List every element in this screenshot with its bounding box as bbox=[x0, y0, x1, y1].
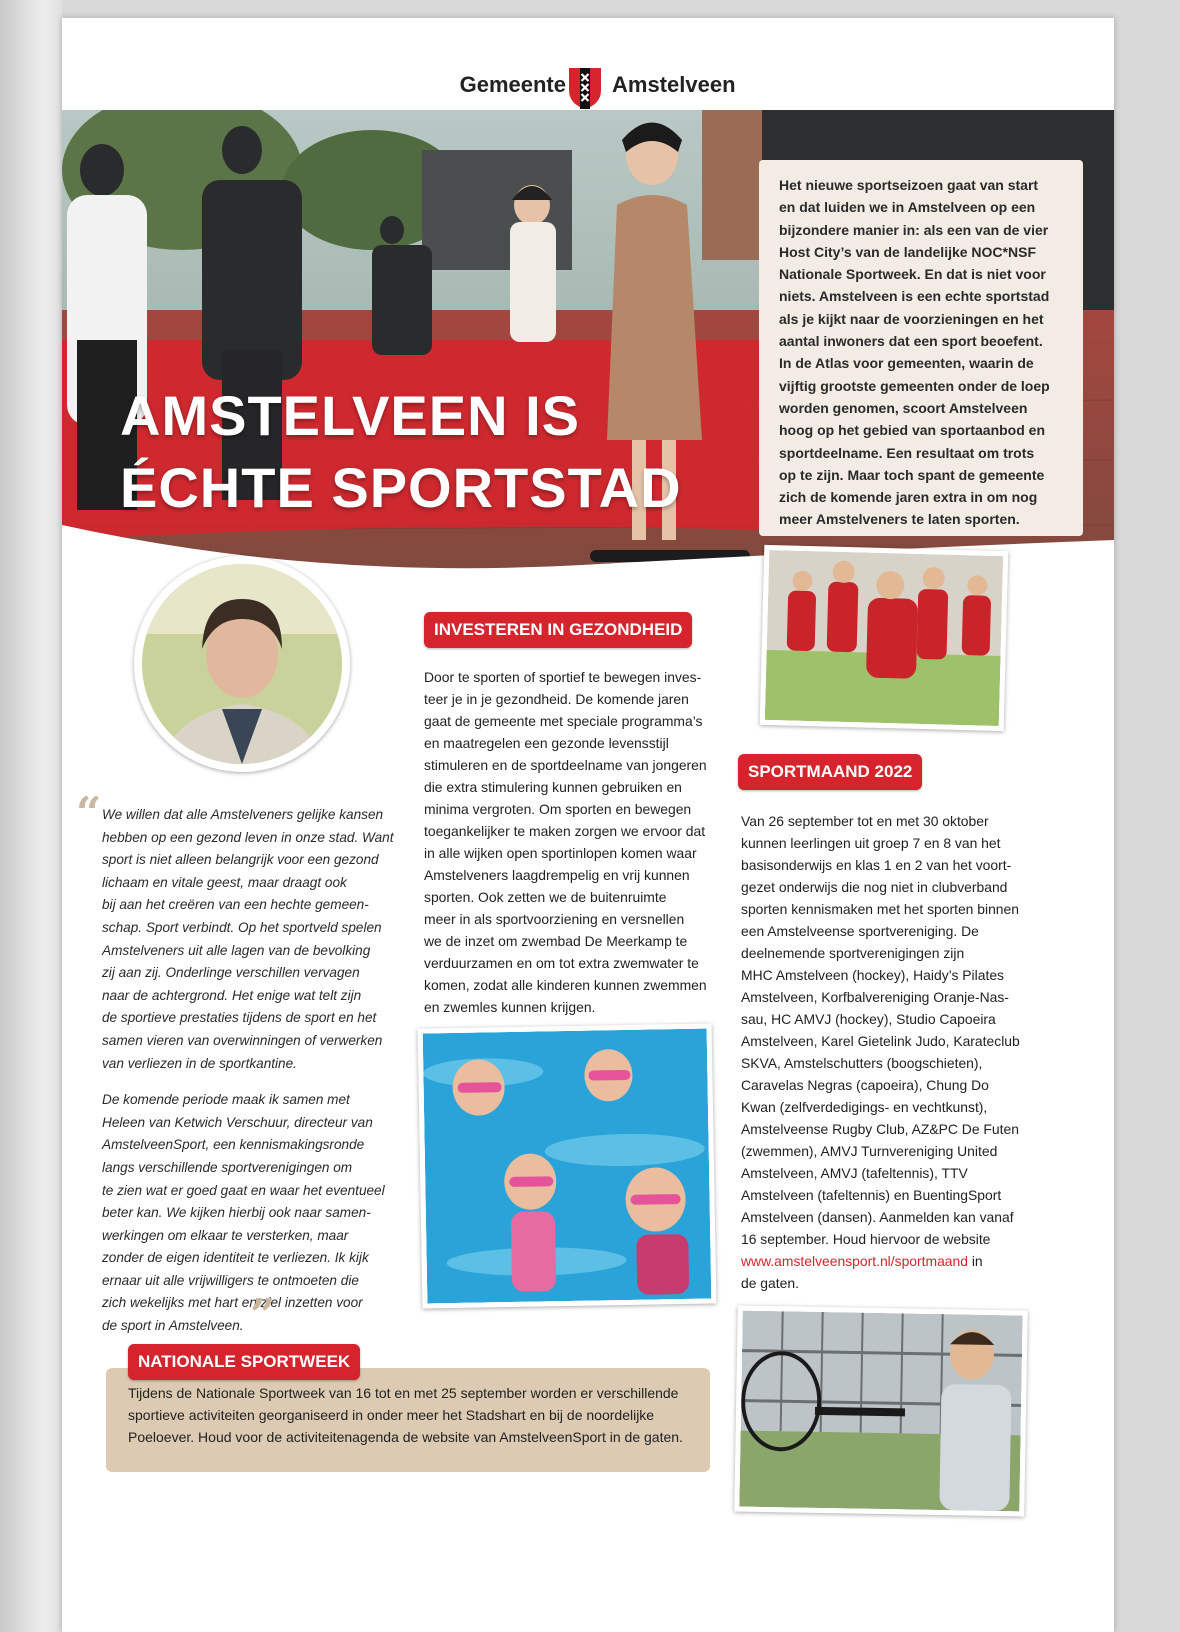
logo-word-gemeente: Gemeente bbox=[459, 72, 566, 97]
text-line: Amstelveen, AMVJ (tafeltennis), TTV bbox=[741, 1165, 968, 1181]
alderman-portrait bbox=[142, 564, 342, 764]
magazine-page bbox=[62, 18, 1114, 1632]
intro-text bbox=[779, 174, 1075, 531]
sportmaand-link[interactable]: www.amstelveensport.nl/sportmaand bbox=[741, 1253, 968, 1269]
text-line: vijftig grootste gemeenten onder de loep bbox=[779, 377, 1050, 394]
heading-nationale-sportweek: NATIONALE SPORTWEEK bbox=[128, 1344, 360, 1380]
text-line: gezet onderwijs die nog niet in clubverband bbox=[741, 879, 1008, 895]
text-line: worden genomen, scoort Amstelveen bbox=[779, 399, 1028, 416]
text-line: SKVA, Amstelschutters (boogschieten), bbox=[741, 1055, 983, 1071]
text-line: bijzondere manier in: als een van de vier bbox=[779, 221, 1049, 238]
text-line: (zwemmen), AMVJ Turnvereniging United bbox=[741, 1143, 998, 1159]
heading-investeren-in-gezondheid: INVESTEREN IN GEZONDHEID bbox=[424, 612, 692, 648]
text-line bbox=[741, 1250, 1037, 1272]
hero-title-line1: AMSTELVEEN IS bbox=[120, 384, 581, 447]
text-line: gaat de gemeente met speciale programma’s bbox=[424, 713, 703, 729]
text-line: sport is niet alleen belangrijk voor een gezond bbox=[102, 852, 379, 868]
text-line: die extra stimulering kunnen gebruiken en bbox=[424, 779, 682, 795]
gezondheid-text bbox=[424, 666, 714, 1018]
text-line: sporten. Ook zetten we de buitenruimte bbox=[424, 889, 667, 905]
text-line: en zwemles kunnen krijgen. bbox=[424, 999, 596, 1015]
text-line: Heleen van Ketwich Verschuur, directeur van bbox=[102, 1114, 373, 1130]
text-line: niets. Amstelveen is een echte sportstad bbox=[779, 288, 1050, 305]
text-line: sporten kennismaken met het sporten binnen bbox=[741, 901, 1019, 917]
text-line: en maatregelen een gezonde levensstijl bbox=[424, 735, 669, 751]
text-line: AmstelveenSport, een kennismakingsronde bbox=[102, 1137, 365, 1153]
text-line: van verliezen in de sportkantine. bbox=[102, 1055, 297, 1071]
text-line: als je kijkt naar de voorzieningen en het bbox=[779, 310, 1044, 327]
text-line: schap. Sport verbindt. Op het sportveld spelen bbox=[102, 919, 382, 935]
text-line: sportieve activiteiten georganiseerd in onder meer het Stadshart en bij de noordelijke bbox=[128, 1407, 655, 1423]
text-line: naar de achtergrond. Het enige wat telt zijn bbox=[102, 987, 362, 1003]
text-line: stimuleren en de sportdeelname van jongeren bbox=[424, 757, 707, 773]
text-line: sportdeelname. Een resultaat om trots bbox=[779, 444, 1035, 461]
text-line: de sport in Amstelveen. bbox=[102, 1318, 244, 1334]
text-line: Door te sporten of sportief te bewegen inves- bbox=[424, 669, 702, 685]
text-line: zij aan zij. Onderlinge verschillen vervagen bbox=[102, 965, 360, 981]
paragraph-gap bbox=[102, 1075, 398, 1089]
link-suffix: in bbox=[967, 1253, 983, 1269]
text-line: we de inzet om zwembad De Meerkamp te bbox=[424, 933, 688, 949]
text-line: Tijdens de Nationale Sportweek van 16 tot en met 25 september worden er verschillende bbox=[128, 1385, 679, 1401]
text-line: Caravelas Negras (capoeira), Chung Do bbox=[741, 1077, 989, 1093]
text-line: aantal inwoners dat een sport beoefent. bbox=[779, 333, 1043, 350]
sportmaand-text bbox=[741, 810, 1037, 1294]
text-line: MHC Amstelveen (hockey), Haidy’s Pilates bbox=[741, 967, 1004, 983]
text-line: ernaar uit alle vrijwilligers te ontmoeten die bbox=[102, 1272, 359, 1288]
text-line: sau, HC AMVJ (hockey), Studio Capoeira bbox=[741, 1011, 996, 1027]
text-line: in alle wijken open sportinlopen komen waar bbox=[424, 845, 697, 861]
text-line: hebben op een gezond leven in onze stad. Want bbox=[102, 829, 394, 845]
text-line: Amstelveners uit alle lagen van de bevolking bbox=[102, 942, 371, 958]
football-kids-photo bbox=[760, 545, 1009, 731]
text-line: Het nieuwe sportseizoen gaat van start bbox=[779, 177, 1039, 193]
amstelveen-crest-icon bbox=[567, 66, 603, 110]
text-line: teer je in je gezondheid. De komende jaren bbox=[424, 691, 689, 707]
text-line: zonder de eigen identiteit te verliezen. Ik kijk bbox=[102, 1250, 369, 1266]
text-line: de gaten. bbox=[741, 1275, 799, 1291]
text-line: beter kan. We kijken hierbij ook naar samen- bbox=[102, 1205, 371, 1221]
text-line: In de Atlas voor gemeenten, waarin de bbox=[779, 355, 1034, 372]
logo-word-amstelveen: Amstelveen bbox=[612, 72, 736, 97]
sportweek-text bbox=[128, 1382, 704, 1448]
text-line: De komende periode maak ik samen met bbox=[102, 1092, 350, 1108]
text-line: Kwan (zelfverdedigings- en vechtkunst), bbox=[741, 1099, 988, 1115]
text-line: Host City’s van de landelijke NOC*NSF bbox=[779, 243, 1036, 260]
text-line: Amstelveen (tafeltennis) en BuentingSport bbox=[741, 1187, 1002, 1203]
open-quote-icon: “ bbox=[76, 788, 102, 839]
text-line: werkingen om elkaar te versterken, maar bbox=[102, 1227, 349, 1243]
text-line: Amstelveen, Karel Gietelink Judo, Karateclub bbox=[741, 1033, 1020, 1049]
text-line: verduurzamen en om tot extra zwemwater te bbox=[424, 955, 699, 971]
text-line: hoog op het gebied van sportaanbod en bbox=[779, 422, 1046, 439]
text-line: kunnen leerlingen uit groep 7 en 8 van het bbox=[741, 835, 1001, 851]
text-line: de sportieve prestaties tijdens de sport en het bbox=[102, 1010, 377, 1026]
text-line: Amstelveen, Korfbalvereniging Oranje-Nas- bbox=[741, 989, 1009, 1005]
text-line: samen vieren van overwinningen of verwerken bbox=[102, 1032, 383, 1048]
text-line: Poeloever. Houd voor de activiteitenagenda de website van AmstelveenSport in de gaten. bbox=[128, 1429, 683, 1445]
text-line: Amstelveense Rugby Club, AZ&PC De Futen bbox=[741, 1121, 1019, 1137]
text-line: basisonderwijs en klas 1 en 2 van het voort- bbox=[741, 857, 1012, 873]
text-line: een Amstelveense sportvereniging. De bbox=[741, 923, 979, 939]
text-line: Amstelveners laagdrempelig en vrij kunnen bbox=[424, 867, 690, 883]
text-line: deelnemende sportverenigingen zijn bbox=[741, 945, 965, 961]
text-line: minima vergroten. Om sporten en bewegen bbox=[424, 801, 692, 817]
text-line: komen, zodat alle kinderen kunnen zwemmen bbox=[424, 977, 707, 993]
text-line: bij aan het creëren van een hechte gemeen- bbox=[102, 897, 369, 913]
text-line: Amstelveen (dansen). Aanmelden kan vanaf bbox=[741, 1209, 1014, 1225]
text-line: lichaam en vitale geest, maar draagt ook bbox=[102, 874, 347, 890]
tennis-kid-photo bbox=[734, 1305, 1028, 1516]
text-line: 16 september. Houd hiervoor de website bbox=[741, 1231, 991, 1247]
text-line: op te zijn. Maar toch spant de gemeente bbox=[779, 466, 1045, 483]
text-line: toegankelijker te maken zorgen we ervoor dat bbox=[424, 823, 706, 839]
text-line: langs verschillende sportverenigingen om bbox=[102, 1159, 353, 1175]
text-line: meer Amstelveners te laten sporten. bbox=[779, 511, 1020, 528]
text-line: te zien wat er goed gaat en waar het eventueel bbox=[102, 1182, 385, 1198]
magazine-spine bbox=[0, 0, 62, 1632]
text-line: zich wekelijks met hart en ziel inzetten voor bbox=[102, 1295, 363, 1311]
hero-title-line2: ÉCHTE SPORTSTAD bbox=[120, 456, 682, 519]
text-line: zich de komende jaren extra in om nog bbox=[779, 489, 1038, 506]
close-quote-icon: ” bbox=[250, 1290, 276, 1341]
alderman-quote bbox=[102, 804, 398, 1338]
swimming-kids-photo bbox=[418, 1023, 717, 1308]
text-line: We willen dat alle Amstelveners gelijke kansen bbox=[102, 807, 384, 822]
heading-sportmaand-2022: SPORTMAAND 2022 bbox=[738, 754, 922, 790]
text-line: meer in als sportvoorziening en versnellen bbox=[424, 911, 685, 927]
municipality-logo bbox=[62, 66, 1114, 106]
text-line: Van 26 september tot en met 30 oktober bbox=[741, 813, 989, 829]
text-line: Nationale Sportweek. En dat is niet voor bbox=[779, 266, 1046, 283]
text-line: en dat luiden we in Amstelveen op een bbox=[779, 199, 1036, 216]
